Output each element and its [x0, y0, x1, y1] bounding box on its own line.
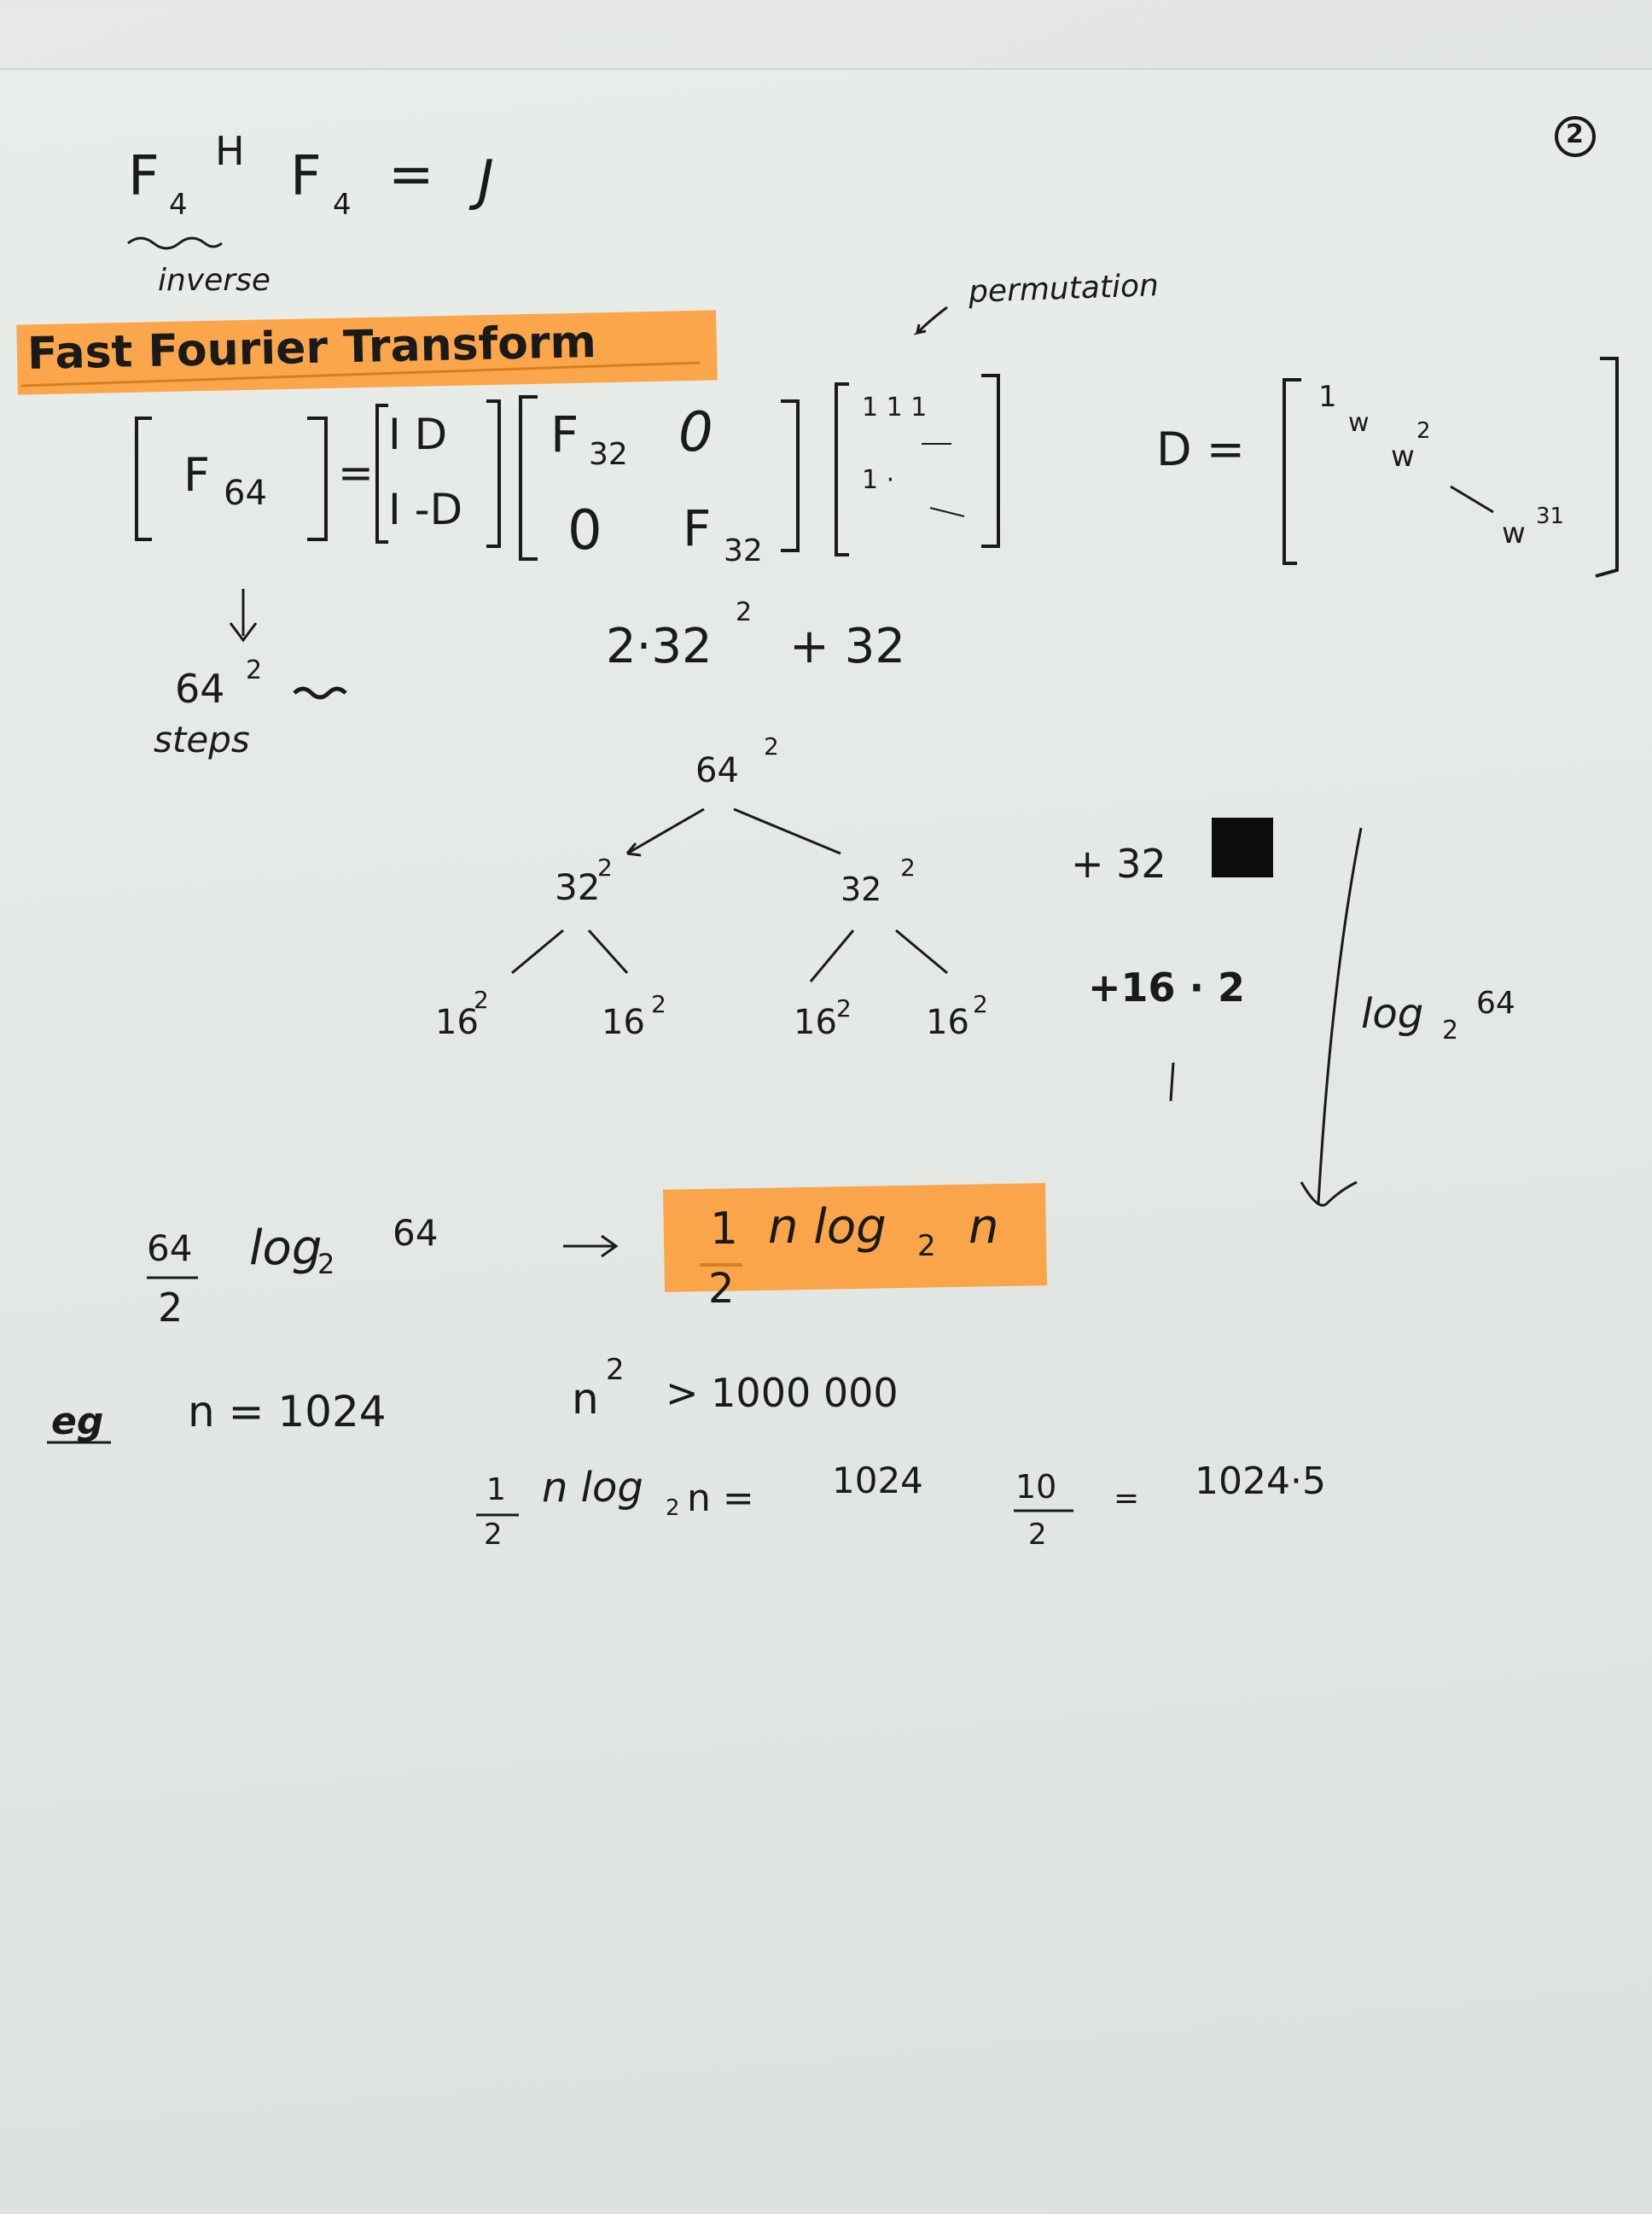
steps-label: steps — [154, 719, 250, 760]
split-add: + 32 — [789, 619, 905, 674]
page-number: 2 — [1566, 119, 1584, 149]
cost-sup: 2 — [246, 655, 263, 685]
permutation-label: permutation — [968, 268, 1160, 310]
split-sup: 2 — [736, 597, 753, 627]
inverse-label: inverse — [158, 263, 270, 298]
page-title: Fast Fourier Transform — [26, 317, 597, 380]
cost-label: 64 — [175, 666, 225, 712]
split-cost: 2·32 — [606, 619, 713, 674]
